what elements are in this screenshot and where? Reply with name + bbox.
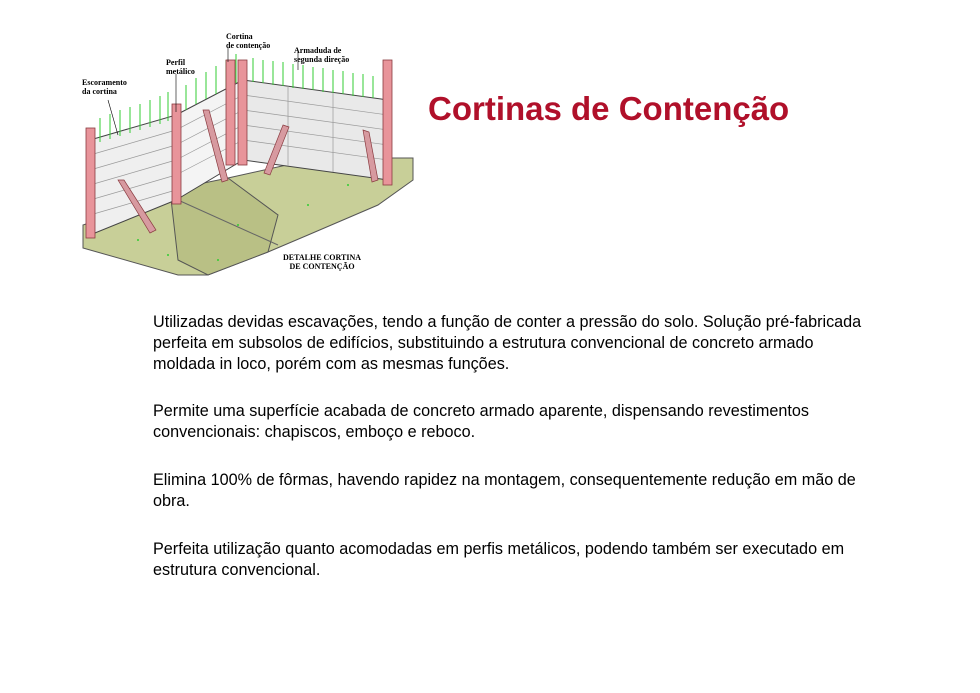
- retaining-wall-drawing: [78, 30, 418, 280]
- paragraph-2: Permite uma superfície acabada de concreto armado aparente, dispensando revestimentos convencionais: chapiscos, emboço e reboco.: [153, 402, 809, 441]
- label-escoramento: Escoramento da cortina: [82, 78, 127, 96]
- retaining-wall-illustration: [78, 30, 418, 280]
- label-detalhe: DETALHE CORTINA DE CONTENÇÃO: [283, 253, 362, 271]
- label-armadura: Armaduda de segunda direção: [294, 46, 350, 64]
- label-cortina: Cortina de contenção: [226, 32, 271, 50]
- label-perfil-metalico: Perfil metálico: [166, 58, 195, 76]
- page-title: Cortinas de Contenção: [428, 90, 790, 127]
- paragraph-4: Perfeita utilização quanto acomodadas em perfis metálicos, podendo também ser executado em estrutura convencional.: [153, 540, 845, 579]
- paragraph-3: Elimina 100% de fôrmas, havendo rapidez na montagem, consequentemente redução em mão de obra.: [153, 471, 856, 510]
- paragraph-1: Utilizadas devidas escavações, tendo a função de conter a pressão do solo. Solução pré-fabricada perfeita em subsolos de edifícios, substituindo a estrutura convencional de concreto armado moldada in loco, porém com as mesmas funções.: [153, 313, 862, 373]
